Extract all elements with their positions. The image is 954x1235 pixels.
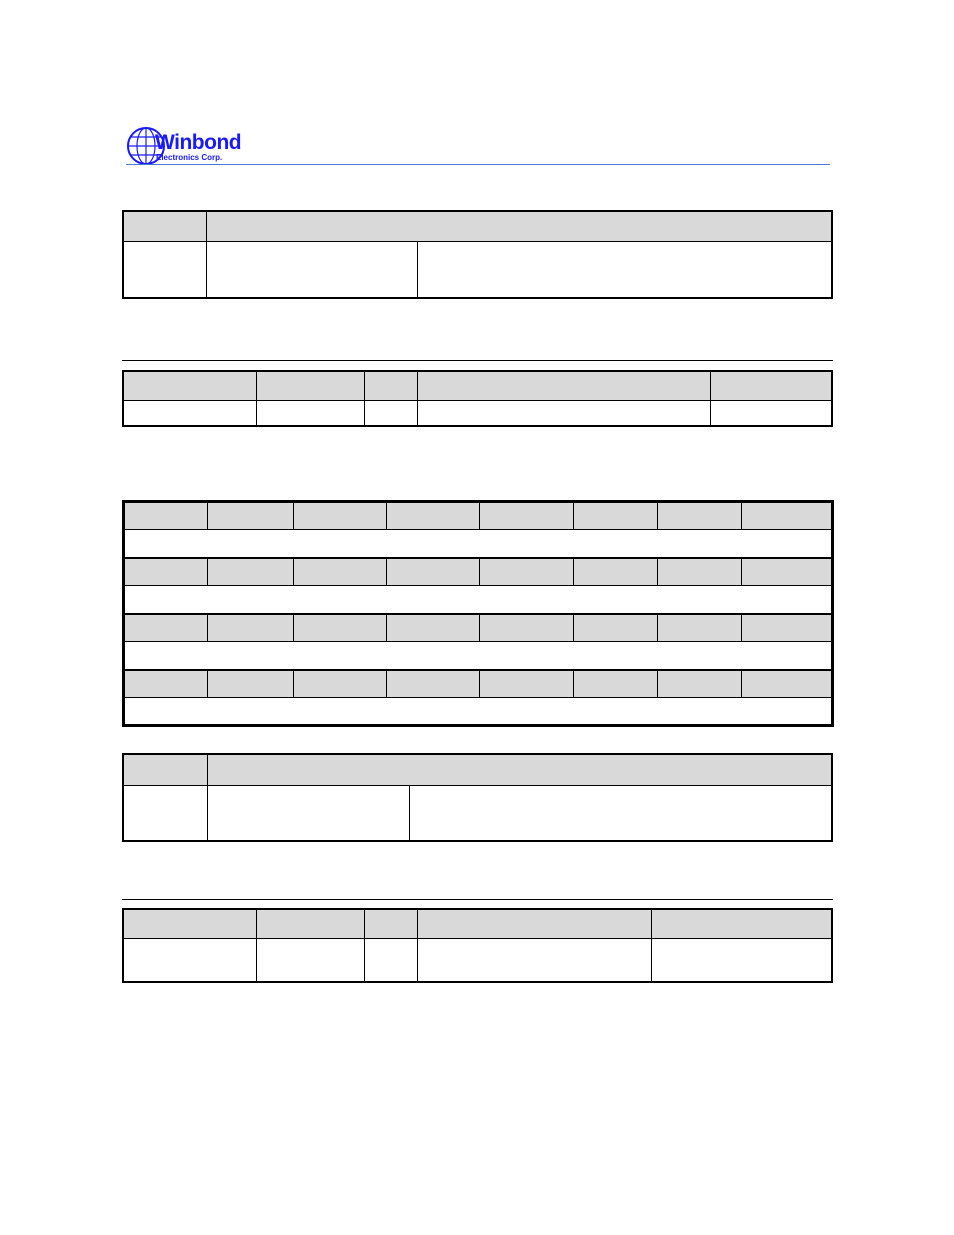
table-cell [651,909,832,938]
section-rule [122,360,833,361]
table-cell [124,670,208,698]
table-cell [123,371,256,400]
table-cell [124,586,833,614]
table-cell [574,670,658,698]
table-cell [417,909,651,938]
table-cell [123,211,206,241]
table-cell [124,642,833,670]
table-cell [123,754,207,785]
table-cell [208,502,294,530]
table-cell [123,909,256,938]
table-cell [480,502,574,530]
table-cell [208,670,294,698]
table-cell [123,400,256,426]
table-cell [387,614,480,642]
table-cell [207,754,832,785]
table-cell [124,530,833,558]
table-cell [417,241,832,298]
table-cell [256,938,364,982]
logo-wordmark: inbond [174,131,242,154]
table-cell [256,400,364,426]
table-cell [658,502,742,530]
table-cell [480,558,574,586]
register-table-2 [122,753,833,842]
table-cell [124,558,208,586]
section-rule [122,899,833,900]
table-cell [480,614,574,642]
table-cell [206,241,417,298]
table-cell [123,241,206,298]
logo-initial: W [155,131,175,154]
table-cell [742,558,833,586]
table-cell [256,909,364,938]
table-cell [208,558,294,586]
table-cell [574,502,658,530]
table-cell [364,909,417,938]
table-cell [123,785,207,841]
table-cell [294,614,387,642]
table-cell [208,614,294,642]
register-info-table-2 [122,908,833,983]
table-cell [658,558,742,586]
table-cell [710,371,832,400]
table-cell [364,371,417,400]
table-cell [387,502,480,530]
table-cell [417,938,651,982]
bit-field-table [122,500,834,727]
table-cell [364,400,417,426]
table-cell [742,614,833,642]
table-cell [651,938,832,982]
table-cell [123,938,256,982]
table-cell [124,502,208,530]
logo-subtitle: Electronics Corp. [156,153,223,162]
table-cell [574,614,658,642]
table-cell [294,670,387,698]
table-cell [658,614,742,642]
header-rule [126,164,830,165]
table-cell [742,502,833,530]
table-cell [294,502,387,530]
table-cell [206,211,832,241]
table-cell [742,670,833,698]
table-cell [256,371,364,400]
register-info-table-1 [122,370,833,427]
table-cell [710,400,832,426]
table-cell [417,371,710,400]
table-cell [387,558,480,586]
table-cell [658,670,742,698]
table-cell [294,558,387,586]
table-cell [480,670,574,698]
table-cell [364,938,417,982]
table-cell [124,614,208,642]
table-cell [409,785,832,841]
table-cell [207,785,409,841]
register-table-1 [122,210,833,299]
table-cell [124,698,833,726]
winbond-logo [126,126,256,168]
table-cell [574,558,658,586]
table-cell [417,400,710,426]
table-cell [387,670,480,698]
